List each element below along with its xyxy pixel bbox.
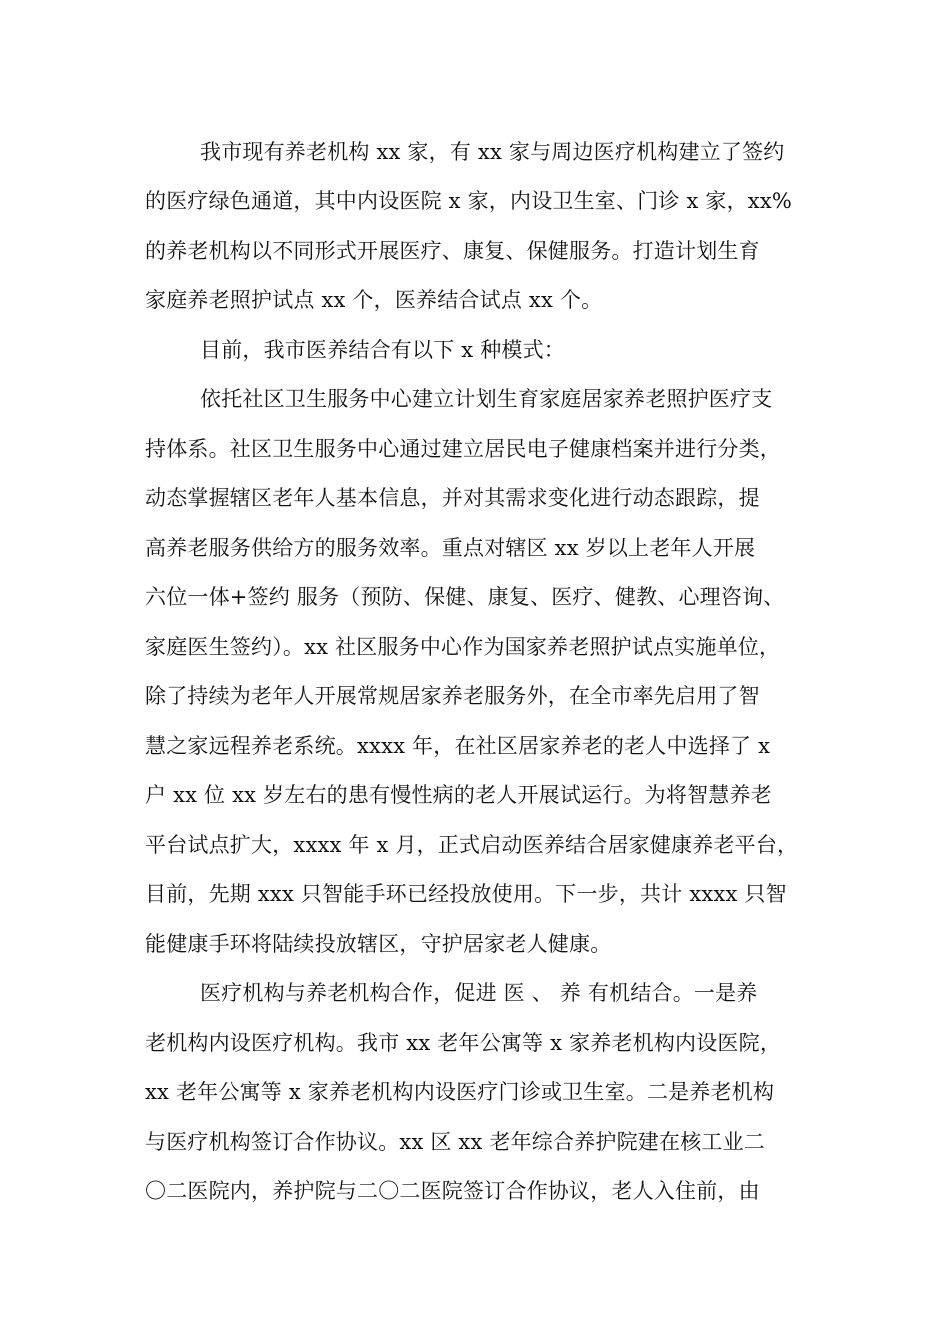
- text-line: 目前，我市医养结合有以下 x 种模式：: [200, 338, 565, 362]
- text-line: 与医疗机构签订合作协议。xx 区 xx 老年综合养护院建在核工业二: [145, 1130, 765, 1154]
- text-line: 〇二医院内，养护院与二〇二医院签订合作协议，老人入住前，由: [145, 1179, 760, 1203]
- text-line: 依托社区卫生服务中心建立计划生育家庭居家养老照护医疗支: [200, 387, 773, 411]
- text-line: 老机构内设医疗机构。我市 xx 老年公寓等 x 家养老机构内设医院，: [145, 1031, 782, 1055]
- text-line: 目前，先期 xxx 只智能手环已经投放使用。下一步，共计 xxxx 只智: [145, 882, 787, 906]
- text-line: 的养老机构以不同形式开展医疗、康复、保健服务。打造计划生育: [145, 239, 760, 263]
- text-line: 的医疗绿色通道，其中内设医院 x 家，内设卫生室、门诊 x 家，xx%: [145, 189, 793, 213]
- text-line: 除了持续为老年人开展常规居家养老服务外，在全市率先启用了智: [145, 684, 760, 708]
- text-line: 慧之家远程养老系统。xxxx 年，在社区居家养老的老人中选择了 x: [145, 734, 771, 758]
- text-line: 家庭养老照护试点 xx 个，医养结合试点 xx 个。: [145, 288, 603, 312]
- text-line: 持体系。社区卫生服务中心通过建立居民电子健康档案并进行分类，: [145, 437, 781, 461]
- text-line: 动态掌握辖区老年人基本信息，并对其需求变化进行动态跟踪，提: [145, 486, 760, 510]
- text-line: 六位一体+签约 服务（预防、保健、康复、医疗、健教、心理咨询、: [145, 585, 785, 609]
- text-line: 高养老服务供给方的服务效率。重点对辖区 xx 岁以上老年人开展: [145, 536, 756, 560]
- text-line: 医疗机构与养老机构合作，促进 医 、 养 有机结合。一是养: [200, 981, 758, 1005]
- text-line: xx 老年公寓等 x 家养老机构内设医疗门诊或卫生室。二是养老机构: [145, 1080, 775, 1104]
- text-line: 我市现有养老机构 xx 家，有 xx 家与周边医疗机构建立了签约: [200, 140, 785, 164]
- text-line: 平台试点扩大，xxxx 年 x 月，正式启动医养结合居家健康养老平台，: [145, 833, 799, 857]
- text-line: 户 xx 位 xx 岁左右的患有慢性病的老人开展试运行。为将智慧养老: [145, 783, 772, 807]
- text-line: 能健康手环将陆续投放辖区，守护居家老人健康。: [145, 932, 612, 956]
- text-line: 家庭医生签约）。xx 社区服务中心作为国家养老照护试点实施单位，: [145, 635, 781, 659]
